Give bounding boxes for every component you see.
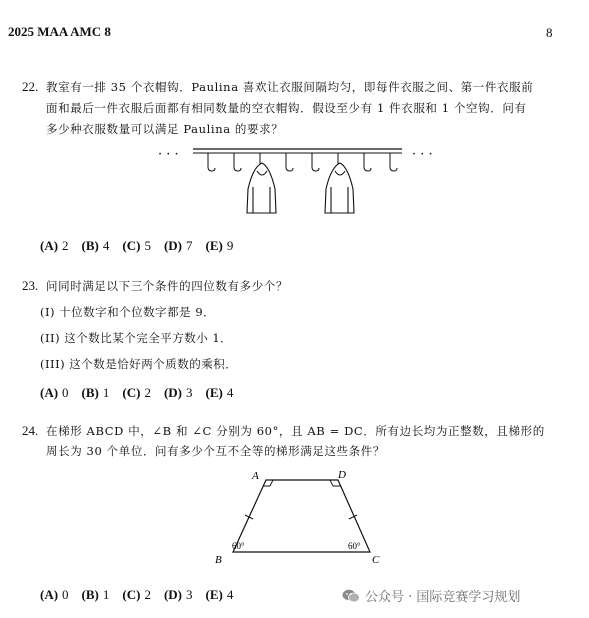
exam-title: 2025 MAA AMC 8 (8, 24, 111, 39)
choice-d[interactable]: (D) 3 (163, 385, 193, 400)
condition-1: (I) 十位数字和个位数字都是 9． (40, 305, 216, 319)
choice-e[interactable]: (E) 4 (205, 385, 234, 400)
wechat-icon (342, 589, 360, 603)
trapezoid-figure (208, 462, 388, 572)
ellipsis-right: · · · (412, 147, 433, 162)
vertex-d-label: D (338, 469, 346, 481)
question-number: 24. (22, 423, 39, 438)
choice-b[interactable]: (B) 1 (81, 587, 110, 602)
hook (312, 153, 319, 171)
choice-a[interactable]: (A) 0 (40, 587, 69, 602)
choice-d[interactable]: (D) 7 (163, 238, 193, 253)
coat-2 (325, 163, 354, 213)
angle-b-label: 60° (232, 541, 245, 551)
hooks (208, 153, 397, 171)
question-text-line: 问同时满足以下三个条件的四位数有多少个？ (46, 279, 288, 293)
vertex-c-label: C (372, 554, 380, 566)
vertex-a-label: A (252, 470, 259, 482)
question-number: 23. (22, 278, 39, 293)
hook (390, 153, 397, 171)
question-text-line: 面和最后一件衣服后面都有相同数量的空衣帽钩．假设至少有 1 件衣服和 1 个空钩．问有 (46, 101, 527, 115)
coat-hooks-figure (190, 145, 405, 220)
question-text-line: 多少种衣服数量可以满足 Paulina 的要求？ (46, 122, 284, 136)
hook (286, 153, 293, 171)
hook (234, 153, 241, 171)
wechat-watermark (342, 586, 520, 605)
choice-c[interactable]: (C) 2 (122, 385, 151, 400)
choice-c[interactable]: (C) 5 (122, 238, 151, 253)
choice-e[interactable]: (E) 9 (205, 238, 234, 253)
tick-mark-dc (349, 515, 357, 519)
answer-choices (40, 385, 246, 401)
question-text-line: 周长为 30 个单位．问有多少个互不全等的梯形满足这些条件？ (46, 444, 385, 458)
choice-d[interactable]: (D) 3 (163, 587, 193, 602)
watermark-text: 公众号 · 国际竞赛学习规划 (365, 590, 521, 605)
coat-1 (247, 163, 276, 213)
answer-choices (40, 587, 246, 603)
condition-3: (III) 这个数是恰好两个质数的乘积． (40, 357, 238, 371)
choice-c[interactable]: (C) 2 (122, 587, 151, 602)
ellipsis-left: · · · (158, 147, 179, 162)
choice-e[interactable]: (E) 4 (205, 587, 234, 602)
vertex-b-label: B (215, 554, 222, 566)
question-number: 22. (22, 79, 39, 94)
choice-a[interactable]: (A) 2 (40, 238, 69, 253)
choice-b[interactable]: (B) 4 (81, 238, 110, 253)
hook (208, 153, 215, 171)
question-text-line: 教室有一排 35 个衣帽钩．Paulina 喜欢让衣服间隔均匀，即每件衣服之间、第一件衣服前 (46, 80, 534, 94)
hook (364, 153, 371, 171)
choice-b[interactable]: (B) 1 (81, 385, 110, 400)
angle-c-label: 60° (348, 541, 361, 551)
page-number: 8 (546, 25, 553, 40)
choice-a[interactable]: (A) 0 (40, 385, 69, 400)
condition-2: (II) 这个数比某个完全平方数小 1． (40, 331, 233, 345)
question-text-line: 在梯形 ABCD 中，∠B 和 ∠C 分别为 60°，且 AB = DC．所有边长均为正整数，且梯形的 (46, 424, 545, 438)
answer-choices (40, 238, 246, 254)
